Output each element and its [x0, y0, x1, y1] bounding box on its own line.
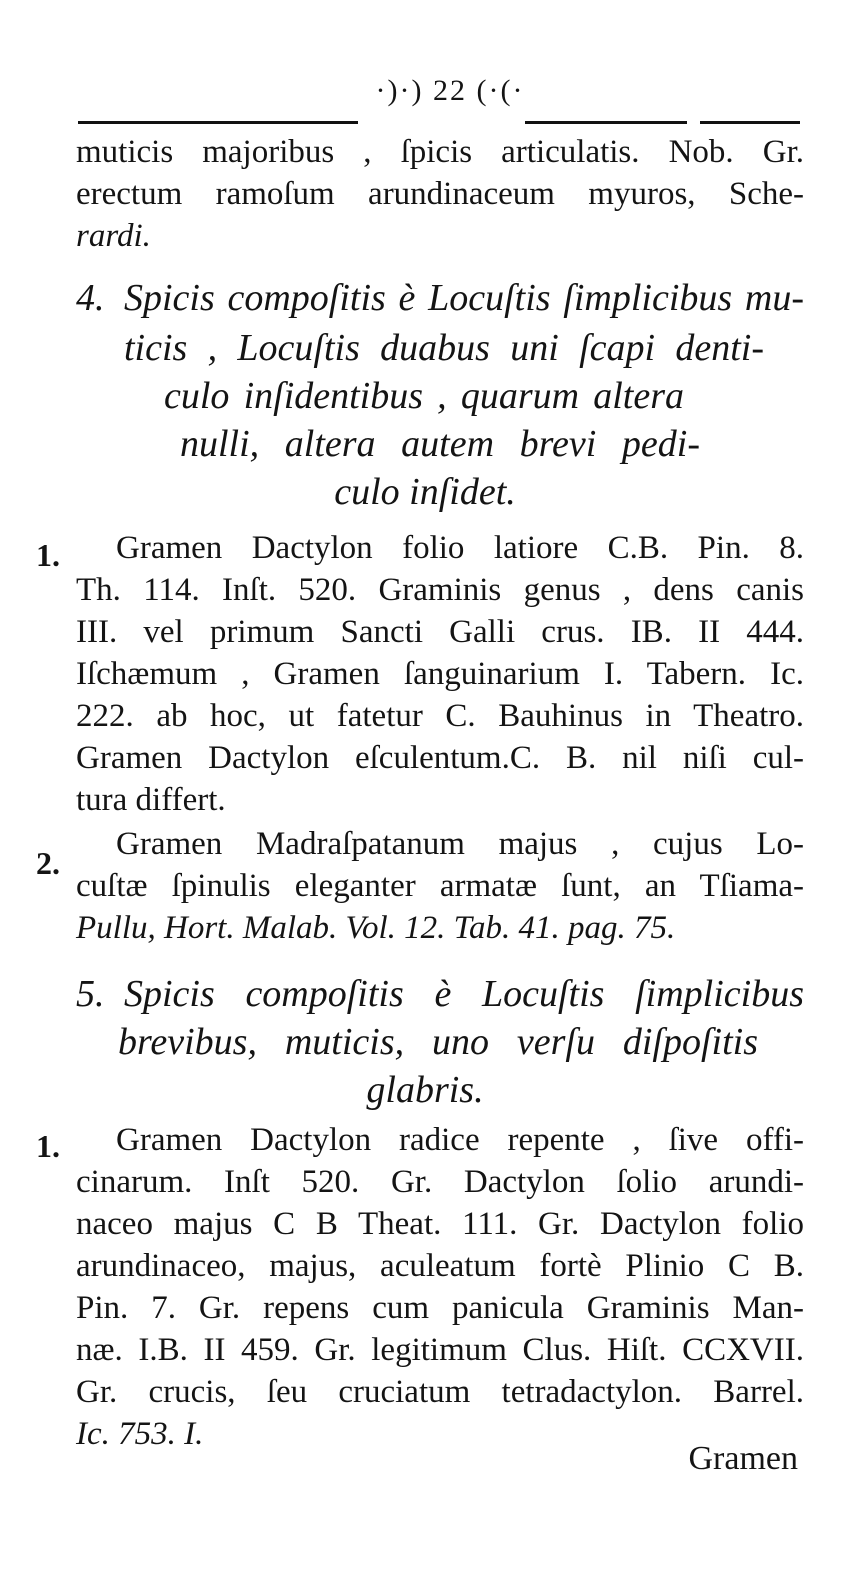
text-line: Gr. crucis, ſeu cruciatum tetradactylon. Barrel.: [76, 1374, 804, 1410]
page-number: ·)·) 22 (·(·: [375, 74, 525, 107]
text-line: Iſchæmum , Gramen ſanguinarium I. Tabern. Ic.: [76, 656, 804, 692]
section-number: 4.: [76, 277, 105, 319]
text-line: Ic. 753. I.: [76, 1416, 204, 1452]
heading-line: ticis , Locuſtis duabus uni ſcapi denti-: [124, 327, 764, 369]
heading-line: culo inſidentibus , quarum altera: [164, 375, 684, 417]
text-line: Th. 114. Inſt. 520. Graminis genus , dens canis: [76, 572, 804, 608]
entry-number: 1.: [36, 537, 60, 573]
entry-number: 2.: [36, 845, 60, 881]
heading-line: brevibus, muticis, uno verſu diſpoſitis: [118, 1021, 758, 1063]
section-number: 5.: [76, 973, 105, 1015]
heading-line: Spicis compoſitis è Locuſtis ſimplicibus: [124, 973, 804, 1015]
text-line: Gramen Dactylon eſculentum.C. B. nil niſi cul-: [76, 740, 804, 776]
text-line: Pullu, Hort. Malab. Vol. 12. Tab. 41. pag. 75.: [76, 910, 676, 946]
text-line: arundinaceo, majus, aculeatum fortè Plinio C B.: [76, 1248, 804, 1284]
text-line: tura differt.: [76, 782, 226, 818]
text-line: muticis majoribus , ſpicis articulatis. Nob. Gr.: [76, 134, 804, 170]
heading-line: nulli, altera autem brevi pedi-: [180, 423, 700, 465]
text-line: næ. I.B. II 459. Gr. legitimum Clus. Hiſt. CCXVII.: [76, 1332, 804, 1368]
text-line: erectum ramoſum arundinaceum myuros, Sche-: [76, 176, 804, 212]
text-line: Gramen Madraſpatanum majus , cujus Lo-: [116, 826, 804, 862]
text-line: Pin. 7. Gr. repens cum panicula Graminis Man-: [76, 1290, 804, 1326]
text-line: Gramen Dactylon folio latiore C.B. Pin. 8.: [116, 530, 804, 566]
page-header: [0, 74, 850, 114]
text-line: naceo majus C B Theat. 111. Gr. Dactylon folio: [76, 1206, 804, 1242]
text-line: cuſtæ ſpinulis eleganter armatæ ſunt, an Tſiama-: [76, 868, 804, 904]
heading-line: glabris.: [366, 1069, 484, 1111]
text-line: III. vel primum Sancti Galli crus. IB. II 444.: [76, 614, 804, 650]
heading-line: culo inſidet.: [334, 471, 516, 513]
header-rule: [78, 121, 358, 124]
entry-number: 1.: [36, 1128, 60, 1164]
heading-line: Spicis compoſitis è Locuſtis ſimplicibus mu-: [124, 277, 804, 319]
header-rule: [525, 121, 687, 124]
text-line: Gramen Dactylon radice repente , ſive offi-: [116, 1122, 804, 1158]
text-line: cinarum. Inſt 520. Gr. Dactylon ſolio arundi-: [76, 1164, 804, 1200]
header-rule: [700, 121, 800, 124]
text-line: rardi.: [76, 218, 151, 254]
text-line: 222. ab hoc, ut fatetur C. Bauhinus in Theatro.: [76, 698, 804, 734]
catchword: Gramen: [688, 1440, 798, 1477]
